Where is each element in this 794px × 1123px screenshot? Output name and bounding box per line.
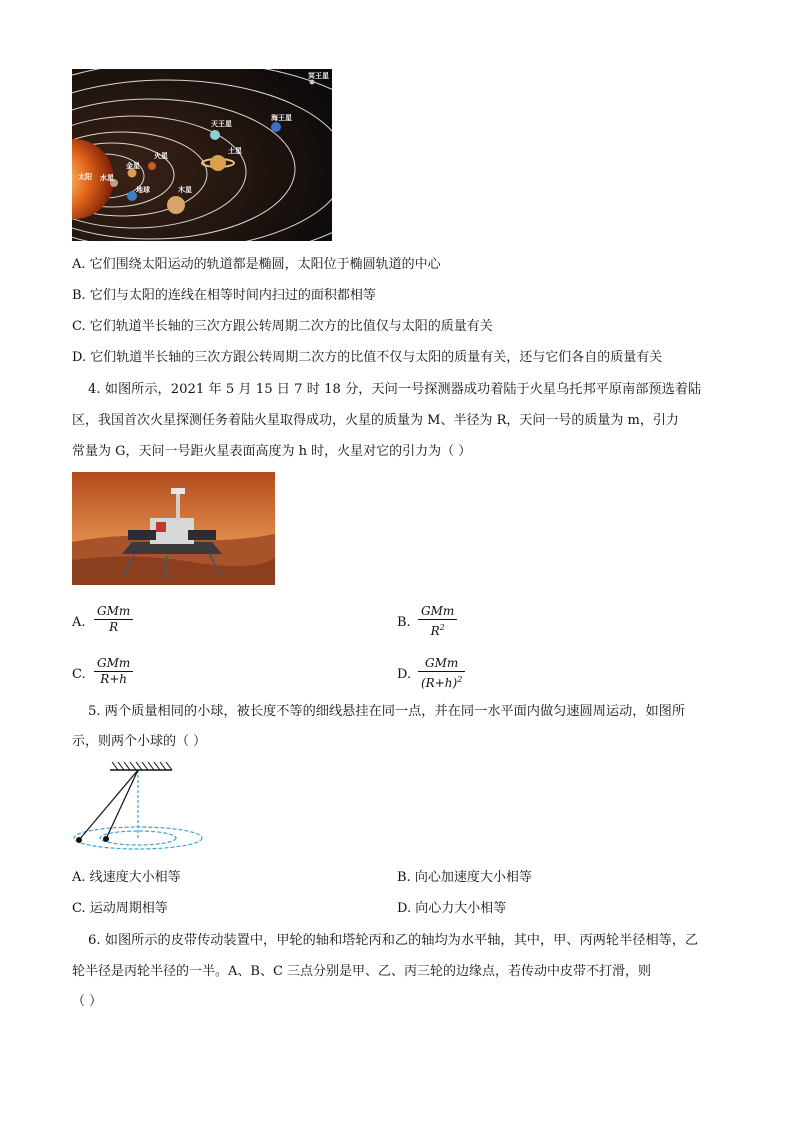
uranus-shape (210, 130, 220, 140)
q4-option-d-denominator: (R+h) (421, 676, 458, 690)
q4-option-b-formula (418, 604, 457, 639)
label-sun: 太阳 (78, 173, 92, 181)
q5-option-d: D. 向心力大小相等 (397, 901, 507, 916)
label-neptune: 海王星 (271, 114, 292, 122)
q4-option-a-label: A. (72, 615, 86, 630)
label-jupiter: 木星 (178, 186, 192, 194)
label-mercury: 水星 (100, 174, 114, 182)
q3-option-a: A. 它们围绕太阳运动的轨道都是椭圆，太阳位于椭圆轨道的中心 (72, 257, 441, 272)
mars-lander-figure (72, 472, 275, 585)
label-uranus: 天王星 (211, 120, 232, 128)
mars-shape (148, 162, 156, 170)
q4-stem-line-3: 常量为 G，天问一号距火星表面高度为 h 时，火星对它的引力为（ ） (72, 444, 472, 459)
ball-inner (103, 836, 109, 842)
q4-option-c-numerator: GMm (94, 656, 133, 672)
q4-stem-line-2: 区，我国首次火星探测任务着陆火星取得成功，火星的质量为 M、半径为 R，天问一号的质量为 m，引力 (72, 413, 679, 428)
pluto-shape (310, 80, 315, 85)
label-saturn: 土星 (228, 147, 242, 155)
label-mars: 火星 (154, 152, 168, 160)
q5-option-c: C. 运动周期相等 (72, 901, 168, 916)
q3-option-d: D. 它们轨道半长轴的三次方跟公转周期二次方的比值不仅与太阳的质量有关，还与它们各自的质量有关 (72, 350, 663, 365)
q4-option-b-label: B. (397, 615, 411, 630)
q5-stem-line-2: 示，则两个小球的（ ） (72, 734, 207, 749)
label-pluto: 冥王星 (308, 72, 329, 80)
q4-option-d-exponent: 2 (457, 675, 463, 684)
q4-option-a-formula (94, 604, 133, 635)
q3-option-c: C. 它们轨道半长轴的三次方跟公转周期二次方的比值仅与太阳的质量有关 (72, 319, 493, 334)
q4-stem-line-1: 4. 如图所示，2021 年 5 月 15 日 7 时 18 分，天问一号探测器成功着陆于火星乌托邦平原南部预选着陆 (88, 382, 702, 397)
q4-option-d-formula (418, 656, 465, 691)
q5-option-a: A. 线速度大小相等 (72, 870, 181, 885)
q4-option-b-denominator: R (430, 624, 440, 638)
q5-option-b: B. 向心加速度大小相等 (397, 870, 532, 885)
q4-option-a-numerator: GMm (94, 604, 133, 620)
conical-pendulum-figure (72, 758, 212, 858)
q4-option-c-label: C. (72, 667, 86, 682)
mars-lander-image (72, 472, 275, 585)
q4-option-b-exponent: 2 (439, 623, 445, 632)
label-venus: 金星 (126, 162, 140, 170)
q4-option-a-denominator: R (109, 620, 119, 634)
label-earth: 地球 (136, 186, 150, 194)
ball-outer (76, 837, 82, 843)
neptune-shape (271, 122, 281, 132)
q4-option-d-label: D. (397, 667, 412, 682)
q4-option-b-numerator: GMm (418, 604, 457, 620)
q4-option-c-formula (94, 656, 133, 687)
solar-system-figure (72, 69, 332, 241)
q5-stem-line-1: 5. 两个质量相同的小球，被长度不等的细线悬挂在同一点，并在同一水平面内做匀速圆周运动，如图所 (88, 704, 686, 719)
q4-option-c-denominator: R+h (100, 672, 128, 686)
q6-stem-line-2: 轮半径是丙轮半径的一半。A、B、C 三点分别是甲、乙、丙三轮的边缘点，若传动中皮带不打滑，则 (72, 964, 652, 979)
q6-stem-line-3: （ ） (72, 994, 103, 1009)
q3-option-b: B. 它们与太阳的连线在相等时间内扫过的面积都相等 (72, 288, 376, 303)
q6-stem-line-1: 6. 如图所示的皮带传动装置中，甲轮的轴和塔轮丙和乙的轴均为水平轴，其中，甲、丙两轮半径相等，乙 (88, 933, 699, 948)
solar-system-image (72, 69, 332, 241)
jupiter-shape (167, 196, 185, 214)
q4-option-d-numerator: GMm (418, 656, 465, 672)
conical-pendulum-image (72, 758, 212, 858)
